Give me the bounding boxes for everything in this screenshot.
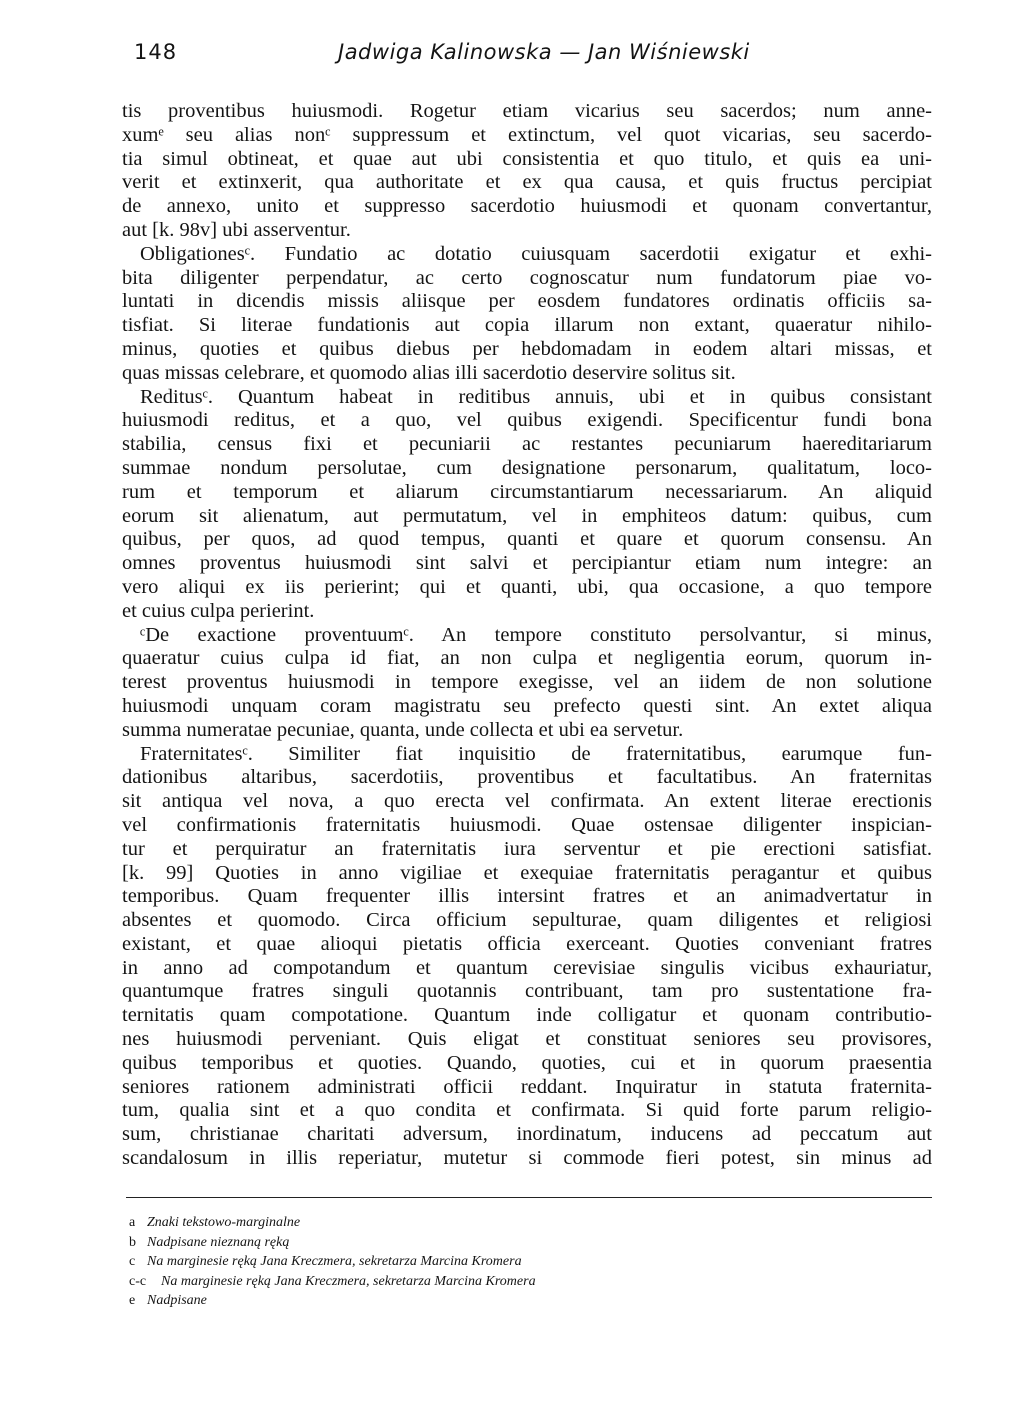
footnote-rule [126,1197,932,1198]
footnotes [129,1213,889,1311]
page-number: 148 [134,40,178,64]
text-line: huiusmodi reditus, et a quo, vel quibus exigendi. Specificentur fundi bona [122,409,932,432]
running-head: Jadwiga Kalinowska — Jan Wiśniewski [338,40,750,64]
footnote [129,1213,889,1233]
text-line: quibus temporibus et quoties. Quando, quoties, cui et in quorum praesentia [122,1051,932,1074]
text-line: [k. 99] Quoties in anno vigiliae et exequiae fraternitatis peragantur et quibus [122,861,932,884]
footnote-mark: e [129,1293,136,1308]
text-line: vel confirmationis fraternitatis huiusmodi. Quae ostensae diligenter inspician- [122,813,932,836]
text-line: minus, quoties et quibus diebus per hebdomadam in eodem altari missas, et [122,337,932,360]
footnote [129,1272,889,1292]
text-line: seniores rationem administrati officii reddant. Inquiratur in statuta fraternita- [122,1075,932,1098]
footnote [129,1291,889,1311]
text-line: tur et perquiratur an fraternitatis iura serventur et pie erectioni satisfiat. [122,837,932,860]
text-line: quas missas celebrare, et quomodo alias illi sacerdotio deservire solitus sit. [122,361,736,384]
text-line: terest proventus huiusmodi in tempore exegisse, vel an iidem de non solutione [122,671,932,694]
footnote-mark: c-c [129,1273,147,1289]
text-line: sum, christianae charitati adversum, inordinatum, inducens ad peccatum aut [122,1123,932,1146]
text-line: nes huiusmodi perveniant. Quis eligat et constituat seniores seu provisores, [122,1028,932,1051]
text-line: verit et extinxerit, qua authoritate et ex qua causa, et quis fructus percipiat [122,171,932,194]
text-line: vero aliqui ex iis perierint; qui et quanti, ubi, qua occasione, a quo tempore [122,575,932,598]
text-line: de annexo, unito et suppresso sacerdotio huiusmodi et quonam convertantur, [122,195,932,218]
text-line: quibus, per quos, ad quod tempus, quanti et quare et quorum consensu. An [122,528,932,551]
footnote-mark: a [129,1215,136,1230]
text-line: rum et temporum et aliarum circumstantiarum necessariarum. An aliquid [122,480,932,503]
text-line: stabilia, census fixi et pecuniarii ac restantes pecuniarum haereditariarum [122,433,932,456]
text-line: quaeratur cuius culpa id fiat, an non culpa et negligentia eorum, quorum in- [122,647,932,670]
text-line: sit antiqua vel nova, a quo erecta vel confirmata. An extent literae erectionis [122,790,932,813]
text-line: omnes proventus huiusmodi sint salvi et percipiantur etiam num integre: an [122,552,932,575]
text-line: luntati in dicendis missis aliisque per eosdem fundatores ordinatis officiis sa- [122,290,932,313]
text-line: bita diligenter perpendatur, ac certo cognoscatur num fundatorum piae vo- [122,266,932,289]
text-line: ternitatis quam compotatione. Quantum inde colligatur et quonam contributio- [122,1004,932,1027]
footnote [129,1233,889,1253]
text-line: huiusmodi unquam coram magistratu seu prefecto questi sint. An extet aliqua [122,694,932,717]
footnote-text: Znaki tekstowo-marginalne [147,1215,301,1230]
text-line: ᶜDe exactione proventuumᶜ. An tempore constituto persolvantur, si minus, [140,623,932,646]
text-line: temporibus. Quam frequenter illis intersint fratres et an animadvertatur in [122,885,932,908]
text-line: dationibus altaribus, sacerdotiis, proventibus et facultatibus. An fraternitas [122,766,932,789]
footnote [129,1252,889,1272]
text-line: in anno ad compotandum et quantum cerevisiae singulis vicibus exhauriatur, [122,956,932,979]
text-line: Reditusᶜ. Quantum habeat in reditibus annuis, ubi et in quibus consistant [140,385,932,408]
text-line: tisfiat. Si literae fundationis aut copia illarum non extant, quaeratur nihilo- [122,314,932,337]
text-line: tum, qualia sint et a quo condita et confirmata. Si quid forte parum religio- [122,1099,932,1122]
text-line: existant, et quae alioqui pietatis officia exerceant. Quoties conveniant fratres [122,932,932,955]
text-line: summae nondum persolutae, cum designatione personarum, qualitatum, loco- [122,456,932,479]
text-line: scandalosum in illis reperiatur, mutetur si commode fieri potest, sin minus ad [122,1147,932,1170]
footnote-text: Na marginesie ręką Jana Kreczmera, sekretarza Marcina Kromera [161,1273,536,1289]
body-text [122,100,932,1171]
text-line: Obligationesᶜ. Fundatio ac dotatio cuiusquam sacerdotii exigatur et exhi- [140,242,932,265]
text-line: et cuius culpa perierint. [122,599,315,622]
text-line: eorum sit alienatum, aut permutatum, vel in emphiteos datum: quibus, cum [122,504,932,527]
footnote-text: Na marginesie ręką Jana Kreczmera, sekretarza Marcina Kromera [147,1254,522,1269]
footnote-mark: c [129,1254,136,1269]
text-line: summa numeratae pecuniae, quanta, unde collecta et ubi ea servetur. [122,718,684,741]
text-line: absentes et quomodo. Circa officium sepulturae, quam diligentes et religiosi [122,909,932,932]
footnote-text: Nadpisane [147,1293,207,1308]
text-line: tia simul obtineat, et quae aut ubi consistentia et quo titulo, et quis ea uni- [122,147,932,170]
text-line: xumᵉ seu alias nonᶜ suppressum et extinctum, vel quot vicarias, seu sacerdo- [122,123,932,146]
footnote-text: Nadpisane nieznaną ręką [147,1234,290,1250]
footnote-mark: b [129,1234,136,1250]
page-header [122,40,932,74]
text-line: aut [k. 98v] ubi asserventur. [122,218,351,241]
text-line: quantumque fratres singuli quotannis contribuant, tam pro sustentatione fra- [122,980,932,1003]
text-line: Fraternitatesᶜ. Similiter fiat inquisitio de fraternitatibus, earumque fun- [140,742,932,765]
text-line: tis proventibus huiusmodi. Rogetur etiam vicarius seu sacerdos; num anne- [122,100,932,122]
